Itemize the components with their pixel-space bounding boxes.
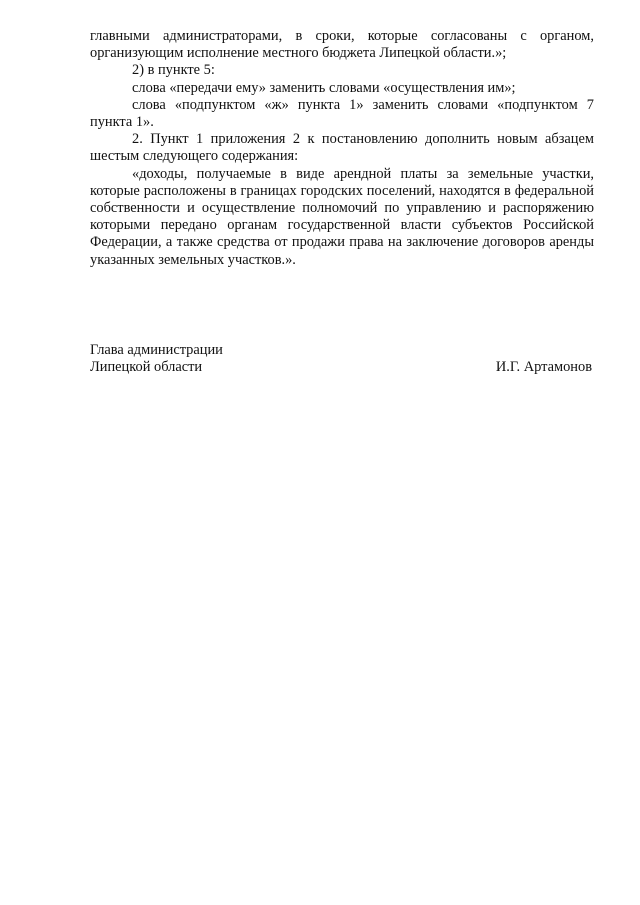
paragraph-item-2: 2) в пункте 5: <box>132 62 215 79</box>
paragraph-continuation: главными администраторами, в сроки, которые согласованы с органом, организующим исполнение местного бюджета Липецкой области.»; <box>90 28 594 62</box>
paragraph-quote: «доходы, получаемые в виде арендной платы за земельные участки, которые расположены в границах городских поселений, находятся в федеральной собственности и осуществление полномочий по управлению и распоряжению которыми передано органам государственной власти субъектов Российской Федерации, а также средства от продажи права на заключение договоров аренды указанных земельных участков.». <box>90 165 594 268</box>
signature-block <box>90 342 592 376</box>
signature-title-line <box>90 342 592 359</box>
signature-region-line <box>90 359 592 376</box>
paragraph-section-2: 2. Пункт 1 приложения 2 к постановлению дополнить новым абзацем шестым следующего содержания: <box>90 131 594 165</box>
document-body <box>90 28 594 269</box>
paragraph-replace-1: слова «передачи ему» заменить словами «осуществления им»; <box>132 79 516 96</box>
paragraph-replace-2: слова «подпунктом «ж» пункта 1» заменить словами «подпунктом 7 пункта 1». <box>90 96 594 131</box>
signature-region: Липецкой области <box>90 359 203 376</box>
signature-title: Глава администрации <box>90 342 223 358</box>
signatory-name: И.Г. Артамонов <box>495 359 592 376</box>
